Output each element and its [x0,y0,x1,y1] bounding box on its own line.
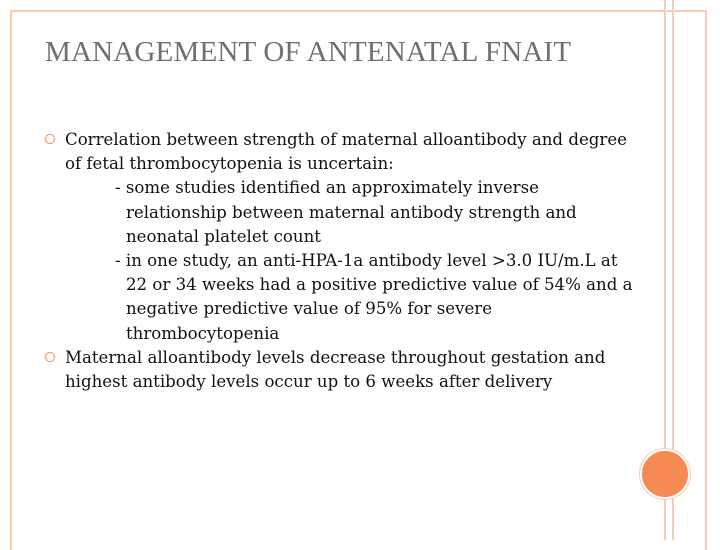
slide-body [44,128,634,394]
bullet-text: Maternal alloantibody levels decrease throughout gestation and highest antibody levels occur up to 6 weeks after delivery [65,347,606,392]
bullet-item [44,346,634,394]
bullet-text: Correlation between strength of maternal alloantibody and degree of fetal thrombocytopenia is uncertain: [65,130,627,174]
slide-title: MANAGEMENT OF ANTENATAL FNAIT [45,36,572,68]
open-circle-icon [44,133,56,145]
sub-point: - some studies identified an approximately inverse relationship between maternal antibody strength and neonatal platelet count [115,178,577,246]
sub-point: - in one study, an anti-HPA-1a antibody level >3.0 IU/m.L at 22 or 34 weeks had a positive predictive value of 54% and a negative predictive value of 95% for severe thrombocytopenia [115,251,633,343]
bullet-item [44,128,634,176]
open-circle-icon [44,351,56,363]
accent-circle-decoration [640,449,690,499]
